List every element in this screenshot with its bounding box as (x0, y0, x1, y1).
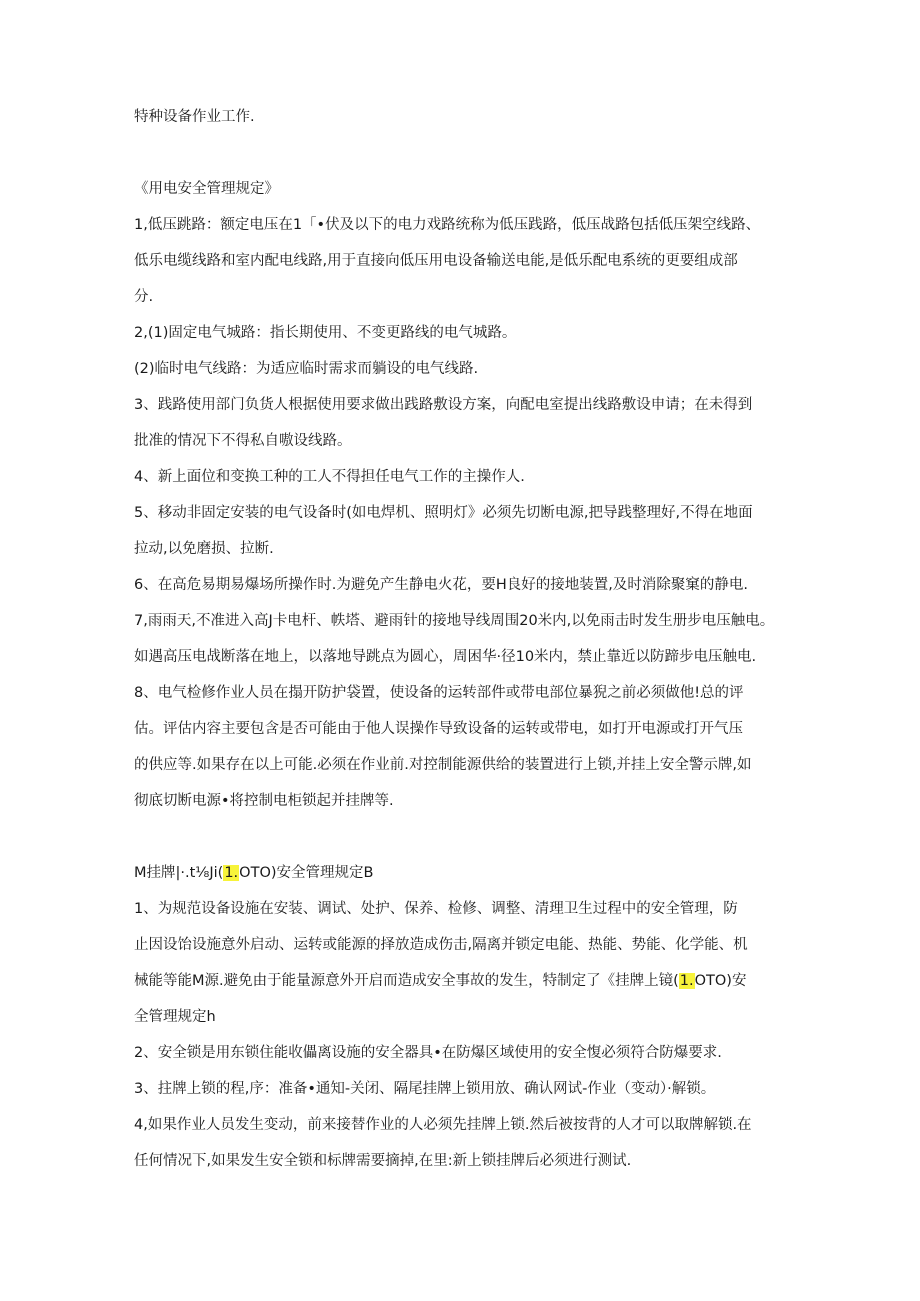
paragraph-line: 全管理规定h (134, 1009, 216, 1025)
paragraph-line: 任何情况下,如果发生安全锁和标牌需要摘掉,在里:新上锁挂牌后必须进行测试. (134, 1153, 632, 1169)
intro-line: 特种设备作业工作. (134, 109, 255, 125)
section2-title (134, 863, 373, 883)
paragraph-line: 止因设饴设施意外启动、运转或能源的择放造成伤击,隔离并锁定电能、热能、势能、化学能、机 (134, 937, 748, 953)
line-pre: 械能等能M源.避免由于能量源意外开启而造成安全事故的发生，特制定了《挂牌上镜( (134, 973, 679, 989)
paragraph-line: 估。评估内容主要包含是否可能由于他人误操作导致设备的运转或带电，如打开电源或打开气压 (134, 721, 743, 737)
highlight-mark: 1. (224, 865, 239, 881)
paragraph-line: 的供应等.如果存在以上可能.必须在作业前.对控制能源供给的装置进行上锁,并挂上安全警示牌,如 (134, 757, 752, 773)
paragraph-line: 低乐电缆线路和室内配电线路,用于直接向低压用电设备输送电能,是低乐配电系统的更要组成部 (134, 253, 738, 269)
highlight-mark: 1. (679, 973, 694, 989)
paragraph-line: (2)临时电气线路：为适应临时需求而躺设的电气线路. (134, 361, 479, 377)
paragraph-line: 3、拄牌上锁的程,序：准备•通知-关闭、隔尾挂牌上锁用放、确认网试-作业（变动）·解锁。 (134, 1081, 716, 1097)
paragraph-line: 2、安全锁是用东锁住能收儡离设施的安全器具•在防爆区域使用的安全愎必须符合防爆要求. (134, 1045, 722, 1061)
paragraph-line: 分. (134, 289, 154, 305)
paragraph-line: 3、践路使用部门负货人根据使用要求做出践路敷设方案，向配电室提出线路敷设申请；在未得到 (134, 397, 753, 413)
paragraph-line (134, 971, 746, 991)
paragraph-line: 7,雨雨天,不准进入高J卡电杆、帙塔、避雨针的接地导线周围20米内,以免雨击时发生册步电压触电。 (134, 613, 775, 629)
paragraph-line: 2,(1)固定电气城路：指长期使用、不变更路线的电气城路。 (134, 325, 517, 341)
section2-title-post: OTO)安全管理规定B (239, 865, 374, 881)
line-post: OTO)安 (694, 973, 747, 989)
paragraph-line: 4、新上面位和变换工种的工人不得担任电气工作的主操作人. (134, 469, 525, 485)
paragraph-line: 4,如果作业人员发生变动，前来接替作业的人必须先挂牌上锁.然后被按背的人才可以取牌解锁.在 (134, 1117, 752, 1133)
paragraph-line: 1,低压跳路：额定电压在1「•伏及以下的电力戏路统称为低压践路，低压战路包括低压架空线路、 (134, 217, 761, 233)
section2-title-pre: M挂牌|·.t⅛Ji( (134, 865, 224, 881)
paragraph-line: 拉动,以免磨损、拉断. (134, 541, 274, 557)
paragraph-line: 8、电气检修作业人员在搨开防护袋置，使设备的运转部件或带电部位暴猊之前必须做他!总的评 (134, 685, 744, 701)
paragraph-line: 批准的情况下不得私自嗷设线路。 (134, 433, 352, 449)
paragraph-line: 彻底切断电源•将控制电柜锁起并挂牌等. (134, 793, 394, 809)
paragraph-line: 5、移动非固定安装的电气设备时(如电焊机、照明灯》必须先切断电源,把导践整理好,不得在地面 (134, 505, 753, 521)
paragraph-line: 如遇高压电战断落在地上，以落地导跳点为圆心，周困华·径10米内，禁止靠近以防蹄步电压触电. (134, 649, 757, 665)
paragraph-line: 1、为规范设备设施在安装、调试、处护、保养、检修、调整、清理卫生过程中的安全管理，防 (134, 901, 738, 917)
section1-title: 《用电安全管理规定》 (134, 181, 279, 197)
paragraph-line: 6、在高危易期易爆场所操作时.为避免产生静电火花，要H良好的接地装置,及时消除聚窠的静电. (134, 577, 748, 593)
